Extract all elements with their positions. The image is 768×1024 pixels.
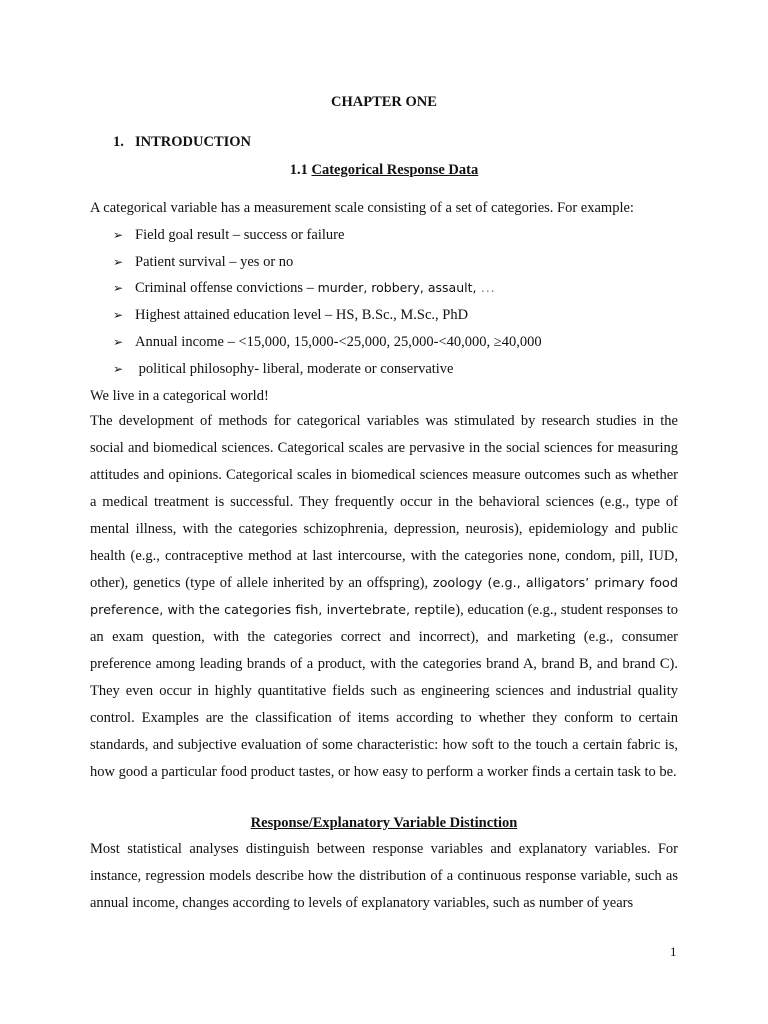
bullet-arrow-icon: ➢ (113, 281, 124, 295)
bullet-arrow-icon: ➢ (113, 228, 124, 242)
bullet-arrow-icon: ➢ (113, 362, 124, 376)
bullet-item (113, 280, 495, 297)
section-heading (113, 134, 251, 151)
subheading-response-explanatory (0, 815, 768, 832)
bullet-item (113, 254, 293, 271)
bullet-text: political philosophy- liberal, moderate or conservative (135, 361, 454, 377)
bullet-item (113, 227, 344, 244)
chapter-title: CHAPTER ONE (331, 94, 437, 110)
bullet-arrow-icon: ➢ (113, 255, 124, 269)
paragraph-categorical-development (90, 408, 678, 786)
bullet-arrow-icon: ➢ (113, 308, 124, 322)
bullet-text: Field goal result – success or failure (135, 227, 345, 243)
bullet-text: Highest attained education level – HS, B.Sc., M.Sc., PhD (135, 307, 469, 323)
bullet-ellipsis: … (480, 280, 495, 296)
bullet-item (113, 334, 542, 351)
paragraph-text: ), education (e.g., student responses to an exam question, with the categories correct and incorrect), and marketing (e.g., consumer preference among leading brands of a product, with the categories brand A, brand B, and brand C). They even occur in highly quantitative fields such as engineering sciences and industrial quality control. Examples are the classification of items according to whether they conform to certain standards, and subjective evaluation of some characteristic: how soft to the touch a certain fabric is, how good a particular food product tastes, or how easy to perform a worker finds a certain task to be. (90, 602, 678, 780)
paragraph-text: The development of methods for categorical variables was stimulated by research studies in the social and biomedical sciences. Categorical scales are pervasive in the social sciences for measuring attitudes and opinions. Categorical scales in biomedical sciences measure outcomes such as whether a medical treatment is successful. They frequently occur in the behavioral sciences (e.g., type of mental illness, with the categories schizophrenia, depression, neurosis), epidemiology and public health (e.g., contraceptive method at last intercourse, with the categories none, condom, pill, IUD, other), genetics (type of allele inherited by an offspring), (90, 413, 678, 591)
subsection-number: 1.1 (289, 162, 308, 178)
section-number: 1. (113, 134, 124, 150)
bullet-arrow-icon: ➢ (113, 335, 124, 349)
bullet-item (113, 361, 454, 378)
bullet-item (113, 307, 468, 324)
page-number: 1 (670, 944, 677, 959)
intro-line: A categorical variable has a measurement scale consisting of a set of categories. For example: (90, 200, 634, 216)
world-line: We live in a categorical world! (90, 388, 269, 404)
bullet-text: Annual income – <15,000, 15,000-<25,000, 25,000-<40,000, ≥40,000 (135, 334, 542, 350)
paragraph-text-sans: zoology (e.g., alligators’ primary food preference, with the categories fish, invertebrate, reptile (90, 576, 678, 618)
section-title: INTRODUCTION (135, 134, 252, 150)
bullet-text: Patient survival – yes or no (135, 254, 294, 270)
subsection-heading (0, 162, 768, 179)
bullet-text-sans: murder, robbery, assault, (317, 280, 481, 295)
subsection-title: Categorical Response Data (311, 162, 479, 178)
paragraph-response-explanatory: Most statistical analyses distinguish between response variables and explanatory variables. For instance, regression models describe how the distribution of a continuous response variable, such as annual income, changes according to levels of explanatory variables, such as number of years (90, 841, 678, 911)
bullet-text-lead: Criminal offense convictions – (135, 280, 318, 296)
subheading-text: Response/Explanatory Variable Distinction (250, 815, 518, 831)
